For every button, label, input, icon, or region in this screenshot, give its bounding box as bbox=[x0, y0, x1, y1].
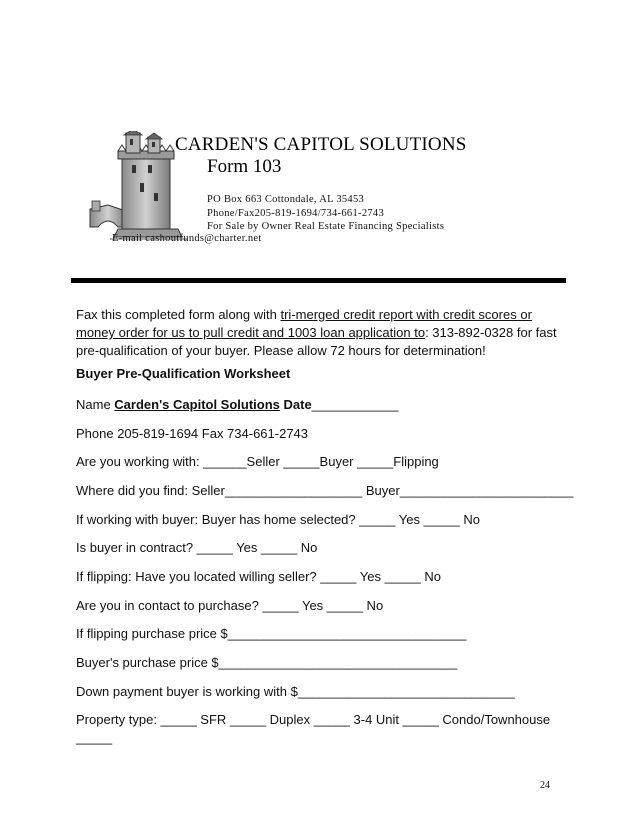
page-number: 24 bbox=[540, 780, 550, 791]
buyer-price-row: Buyer's purchase price $_________________________________ bbox=[76, 655, 458, 670]
intro-paragraph bbox=[76, 306, 566, 360]
date-blank: ____________ bbox=[311, 397, 399, 412]
date-label: Date bbox=[279, 397, 312, 412]
form-number: Form 103 bbox=[207, 156, 282, 177]
property-type-other-blank: _____ bbox=[76, 730, 113, 745]
company-name: CARDEN'S CAPITOL SOLUTIONS bbox=[175, 134, 467, 155]
address-line: PO Box 663 Cottondale, AL 35453 bbox=[207, 194, 365, 205]
intro-underlined-text: tri-merged credit report with credit scores or money order for us to pull credit and 1003 loan application to bbox=[76, 307, 532, 340]
phone-row: Phone 205-819-1694 Fax 734-661-2743 bbox=[76, 426, 309, 441]
property-type-row: Property type: _____ SFR _____ Duplex _____ 3-4 Unit _____ Condo/Townhouse bbox=[76, 712, 551, 727]
tagline: For Sale by Owner Real Estate Financing Specialists bbox=[207, 221, 445, 232]
phone-fax-line: Phone/Fax205-819-1694/734-661-2743 bbox=[207, 208, 385, 219]
name-label: Name bbox=[76, 397, 115, 412]
email-line: E-mail cashoutfunds@charter.net bbox=[112, 233, 262, 244]
willing-seller-row: If flipping: Have you located willing seller? _____ Yes _____ No bbox=[76, 569, 441, 584]
intro-text-2: : 313-892-0328 for fast pre-qualification of your buyer. Please allow 72 hours for determination! bbox=[76, 325, 557, 358]
contact-purchase-row: Are you in contact to purchase? _____ Yes _____ No bbox=[76, 598, 384, 613]
name-row bbox=[76, 397, 398, 412]
down-payment-row: Down payment buyer is working with $______________________________ bbox=[76, 684, 515, 699]
header-divider bbox=[71, 278, 566, 283]
home-selected-row: If working with buyer: Buyer has home selected? _____ Yes _____ No bbox=[76, 512, 480, 527]
intro-text-1: Fax this completed form along with bbox=[76, 307, 281, 322]
buyer-contract-row: Is buyer in contract? _____ Yes _____ No bbox=[76, 540, 318, 555]
where-found-row: Where did you find: Seller___________________ Buyer________________________ bbox=[76, 483, 574, 498]
worksheet-title: Buyer Pre-Qualification Worksheet bbox=[76, 366, 291, 381]
name-value: Carden's Capitol Solutions bbox=[114, 397, 280, 412]
flipping-price-row: If flipping purchase price $_________________________________ bbox=[76, 626, 467, 641]
working-with-row: Are you working with: ______Seller _____Buyer _____Flipping bbox=[76, 454, 439, 469]
